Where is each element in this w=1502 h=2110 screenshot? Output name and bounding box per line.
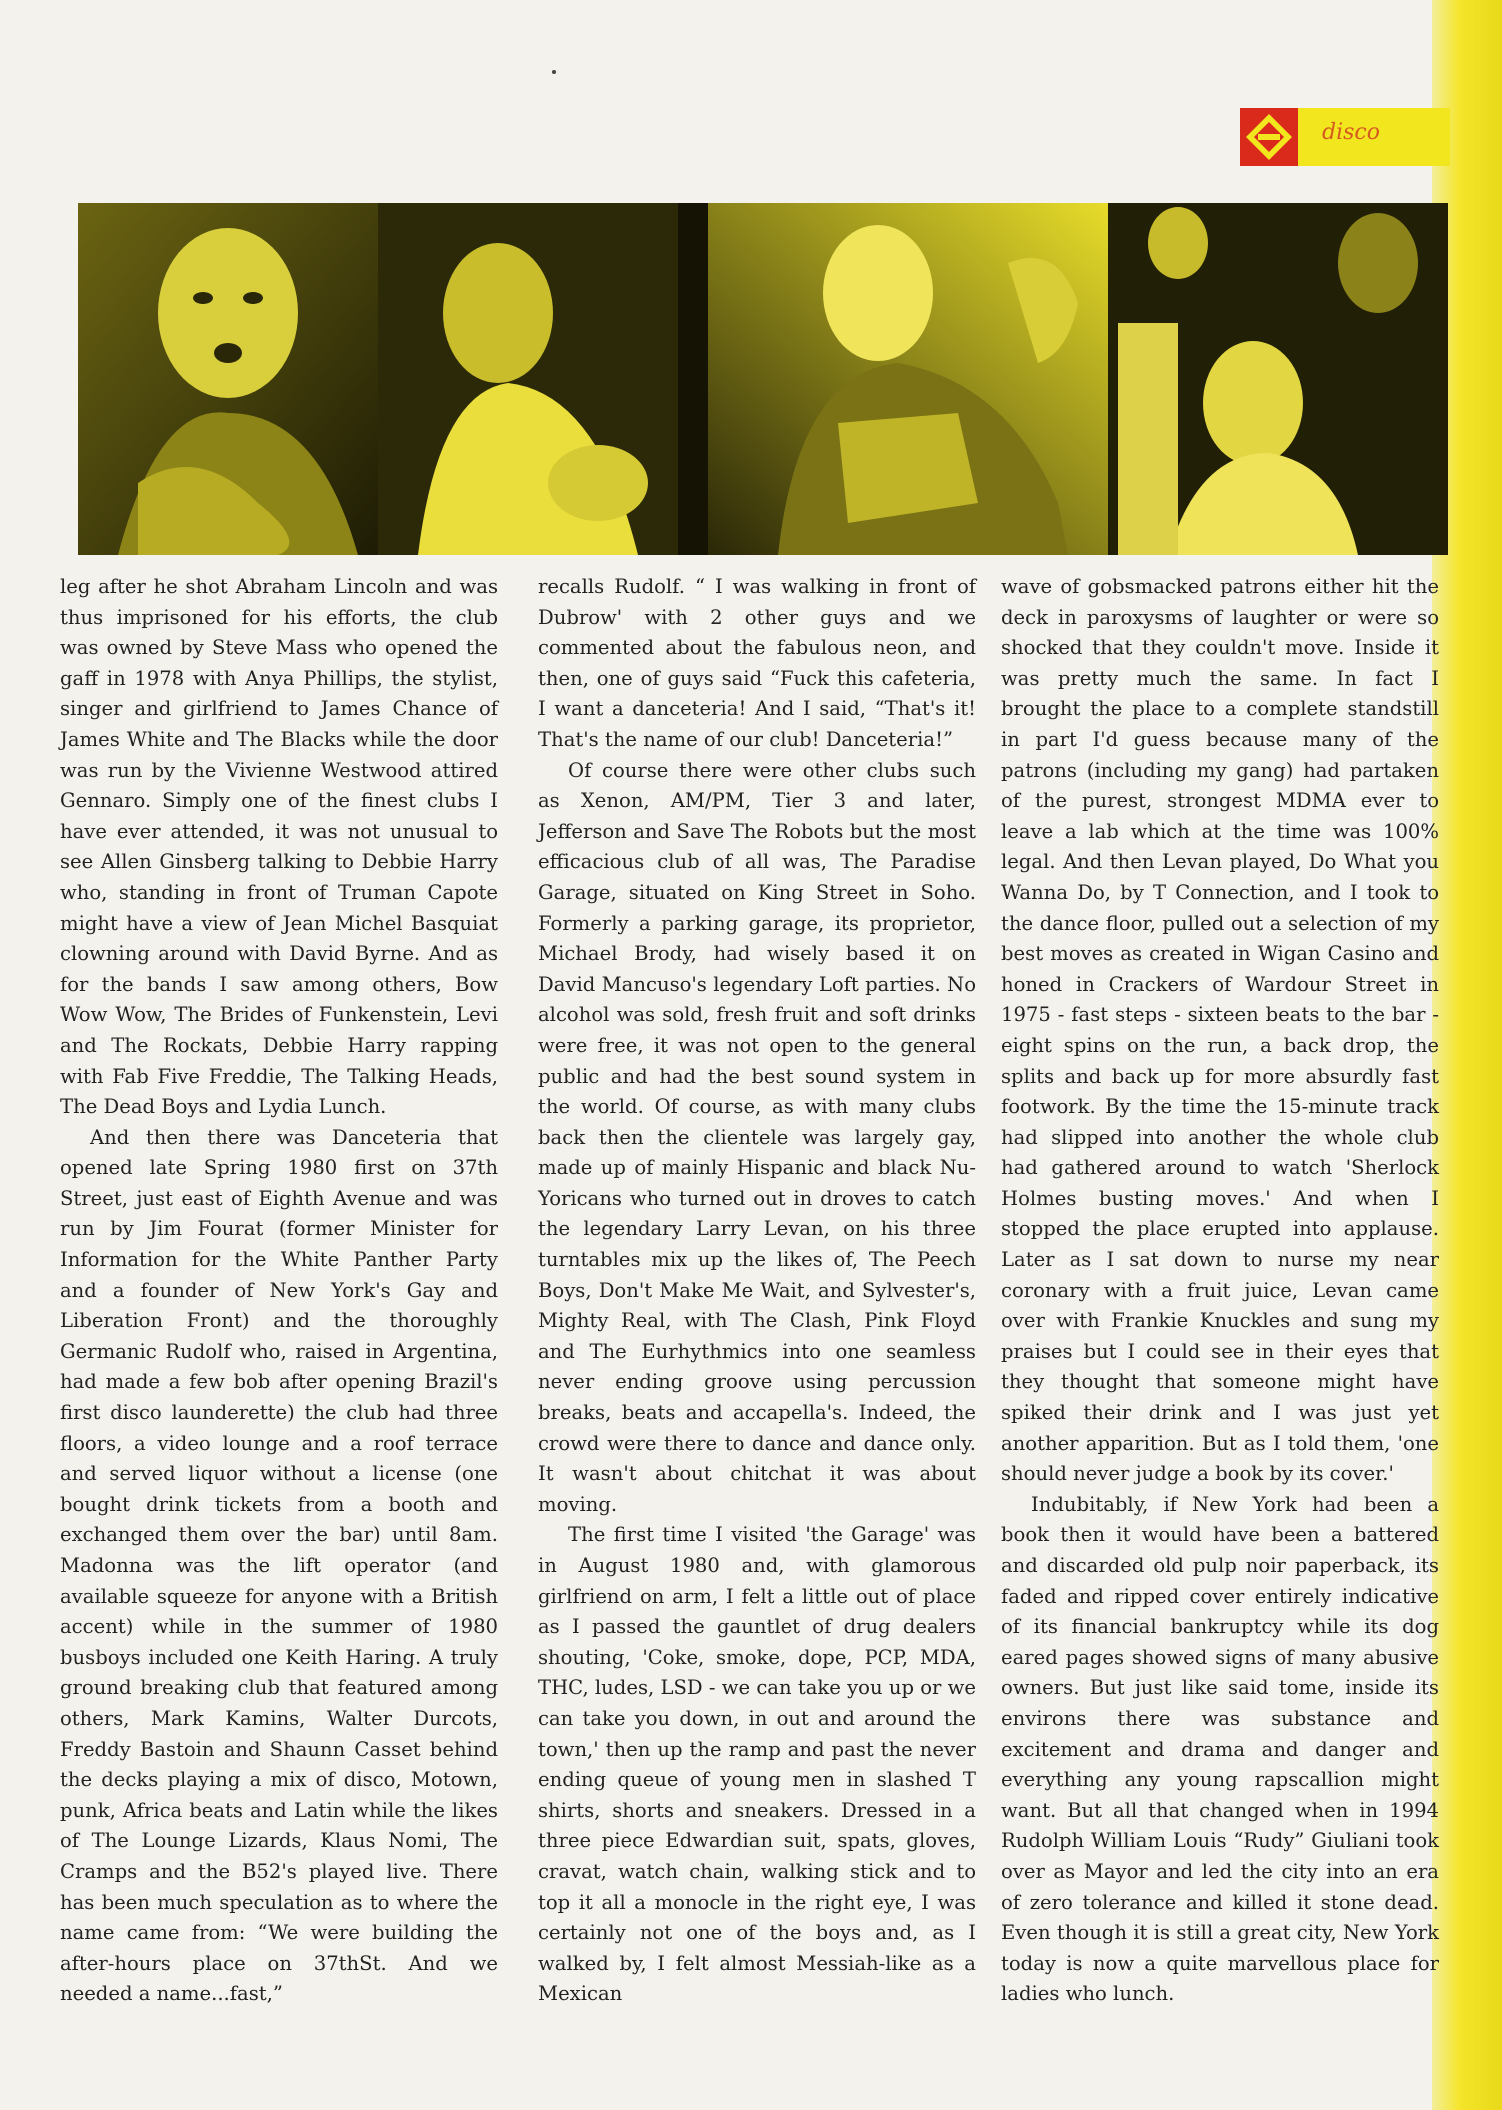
- disco-dancers-photo-strip: [78, 203, 1448, 555]
- article-column-2: [538, 572, 976, 2010]
- paragraph: And then there was Danceteria that opened late Spring 1980 first on 37th Street, just east of Eighth Avenue and was run by Jim Fourat (former Minister for Information for the White Panther Party and a founder of New York's Gay and Liberation Front) and the thoroughly Germanic Rudolf who, raised in Argentina, had made a few bob after opening Brazil's first disco launderette) the club had three floors, a video lounge and a roof terrace and served liquor without a license (one bought drink tickets from a booth and exchanged them over the bar) until 8am. Madonna was the lift operator (and available squeeze for anyone with a British accent) while in the summer of 1980 busboys included one Keith Haring. A truly ground breaking club that featured among others, Mark Kamins, Walter Durcots, Freddy Bastoin and Shaunn Casset behind the decks playing a mix of disco, Motown, punk, Africa beats and Latin while the likes of The Lounge Lizards, Klaus Nomi, The Cramps and the B52's played live. There has been much speculation as to where the name came from: “We were building the after-hours place on 37thSt. And we needed a name...fast,”: [60, 1125, 498, 2006]
- section-label: disco: [1322, 120, 1380, 145]
- paragraph: Indubitably, if New York had been a book then it would have been a battered and discarded old pulp noir paperback, its faded and ripped cover entirely indicative of its financial bankruptcy while its dog eared pages showed signs of many abusive owners. But just like said tome, inside its environs there was substance and excitement and drama and danger and everything any young rapscallion might want. But all that changed when in 1994 Rudolph William Louis “Rudy” Giuliani took over as Mayor and led the city into an era of zero tolerance and killed it stone dead. Even though it is still a great city, New York today is now a quite marvellous place for ladies who lunch.: [1001, 1492, 1439, 2006]
- paragraph: Of course there were other clubs such as Xenon, AM/PM, Tier 3 and later, Jefferson and Save The Robots but the most efficacious club of all was, The Paradise Garage, situated on King Street in Soho. Formerly a parking garage, its proprietor, Michael Brody, had wisely based it on David Mancuso's legendary Loft parties. No alcohol was sold, fresh fruit and soft drinks were free, it was not open to the general public and had the best sound system in the world. Of course, as with many clubs back then the clientele was largely gay, made up of mainly Hispanic and black Nu-Yoricans who turned out in droves to catch the legendary Larry Levan, on his three turntables mix up the likes of, The Peech Boys, Don't Make Me Wait, and Sylvester's, Mighty Real, with The Clash, Pink Floyd and The Eurhythmics into one seamless never ending groove using percussion breaks, beats and accapella's. Indeed, the crowd were there to dance and dance only. It wasn't about chitchat it was about moving.: [538, 758, 976, 1516]
- paragraph: leg after he shot Abraham Lincoln and was thus imprisoned for his efforts, the club was owned by Steve Mass who opened the gaff in 1978 with Anya Phillips, the stylist, singer and girlfriend to James Chance of James White and The Blacks while the door was run by the Vivienne Westwood attired Gennaro. Simply one of the finest clubs I have ever attended, it was not unusual to see Allen Ginsberg talking to Debbie Harry who, standing in front of Truman Capote might have a view of Jean Michel Basquiat clowning around with David Byrne. And as for the bands I saw among others, Bow Wow Wow, The Brides of Funkenstein, Levi and The Rockats, Debbie Harry rapping with Fab Five Freddie, The Talking Heads, The Dead Boys and Lydia Lunch.: [60, 575, 498, 1119]
- paragraph: recalls Rudolf. “ I was walking in front of Dubrow' with 2 other guys and we commented about the fabulous neon, and then, one of guys said “Fuck this cafeteria, I want a danceteria! And I said, “That's it! That's the name of our club! Danceteria!”: [538, 575, 976, 751]
- article-column-3: [1001, 572, 1439, 2010]
- print-speck: [552, 70, 556, 74]
- paragraph: The first time I visited 'the Garage' was in August 1980 and, with glamorous girlfriend on arm, I felt a little out of place as I passed the gauntlet of drug dealers shouting, 'Coke, smoke, dope, PCP, MDA, THC, ludes, LSD - we can take you up or we can take you down, in out and around the town,' then up the ramp and past the never ending queue of young men in slashed T shirts, shorts and sneakers. Dressed in a three piece Edwardian suit, spats, gloves, cravat, watch chain, walking stick and to top it all a monocle in the right eye, I was certainly not one of the boys and, as I walked by, I felt almost Messiah-like as a Mexican: [538, 1523, 976, 2006]
- red-diamond-emblem-icon: [1240, 108, 1298, 166]
- article-column-1: [60, 572, 498, 2010]
- paragraph: wave of gobsmacked patrons either hit the deck in paroxysms of laughter or were so shocked that they couldn't move. Inside it was pretty much the same. In fact I brought the place to a complete standstill in part I'd guess because many of the patrons (including my gang) had partaken of the purest, strongest MDMA ever to leave a lab which at the time was 100% legal. And then Levan played, Do What you Wanna Do, by T Connection, and I took to the dance floor, pulled out a selection of my best moves as created in Wigan Casino and honed in Crackers of Wardour Street in 1975 - fast steps - sixteen beats to the bar - eight spins on the run, a back drop, the splits and back up for more absurdly fast footwork. By the time the 15-minute track had slipped into another the whole club had gathered around to watch 'Sherlock Holmes busting moves.' And when I stopped the place erupted into applause. Later as I sat down to nurse my near coronary with a fruit juice, Levan came over with Frankie Knuckles and sung my praises but I could see in their eyes that they thought that someone might have spiked their drink and I was just yet another apparition. But as I told them, 'one should never judge a book by its cover.': [1001, 575, 1439, 1486]
